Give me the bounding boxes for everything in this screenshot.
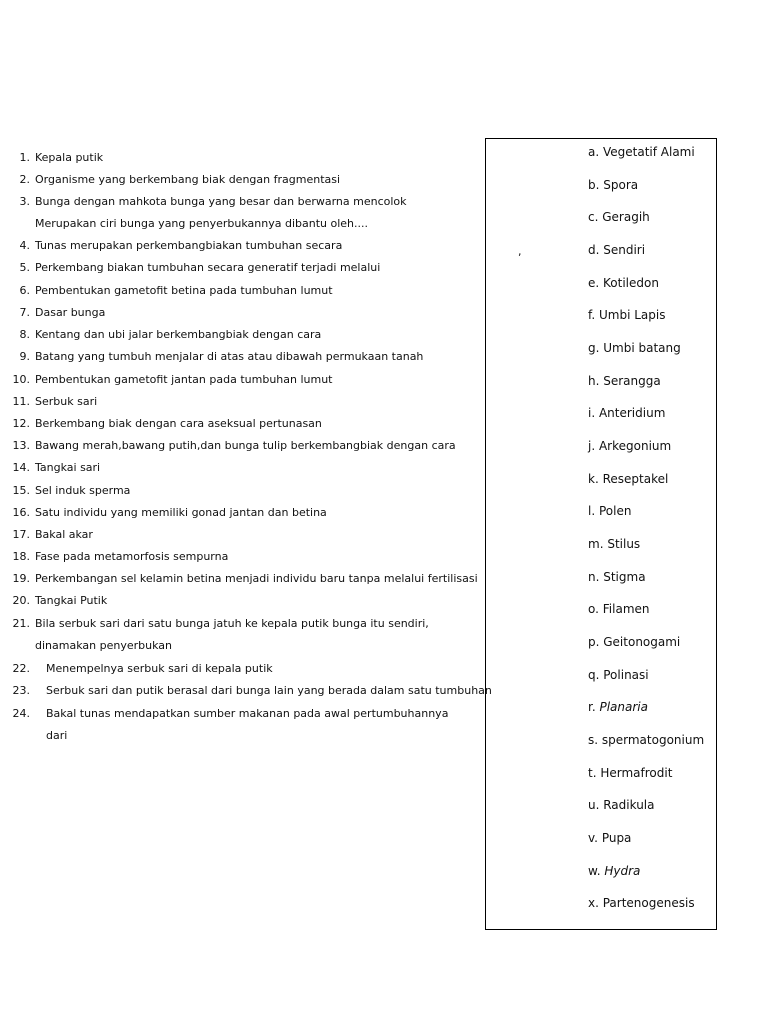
answer-option [588, 830, 631, 846]
answer-letter: f. [588, 308, 599, 322]
question-number: 19. [12, 572, 30, 585]
answer-letter: o. [588, 602, 603, 616]
question-text: Pembentukan gametofit betina pada tumbuhan lumut [35, 284, 333, 297]
answer-option [588, 634, 680, 650]
answer-letter: u. [588, 798, 604, 812]
question-text: Organisme yang berkembang biak dengan fragmentasi [35, 173, 341, 186]
question-number: 6. [19, 284, 30, 297]
answer-letter: k. [588, 472, 603, 486]
question-number: 11. [12, 395, 30, 408]
answer-text: Partenogenesis [602, 896, 695, 910]
answer-letter: n. [588, 570, 604, 584]
answer-option [588, 275, 659, 291]
answer-letter: p. [588, 635, 604, 649]
question-text: Perkembang biakan tumbuhan secara generatif terjadi melalui [35, 261, 381, 274]
answer-letter: q. [588, 668, 604, 682]
answer-option [588, 242, 645, 258]
answer-text: Umbi batang [603, 341, 681, 355]
answer-box [485, 138, 717, 930]
answer-text: Planaria [599, 700, 648, 714]
question-number: 23. [12, 684, 30, 697]
answer-option [588, 536, 640, 552]
answer-option [588, 895, 695, 911]
answer-option [588, 209, 650, 225]
answer-letter: l. [588, 504, 599, 518]
answer-letter: c. [588, 210, 603, 224]
question-text: Menempelnya serbuk sari di kepala putik [46, 662, 273, 675]
answer-option [588, 177, 638, 193]
answer-text: spermatogonium [601, 733, 705, 747]
answer-option [588, 340, 681, 356]
question-text: Bawang merah,bawang putih,dan bunga tulip berkembangbiak dengan cara [35, 439, 456, 452]
answer-letter: x. [588, 896, 603, 910]
question-text: Pembentukan gametofit jantan pada tumbuhan lumut [35, 373, 333, 386]
answer-letter: s. [588, 733, 602, 747]
question-text: Satu individu yang memiliki gonad jantan dan betina [35, 506, 327, 519]
question-number: 24. [12, 707, 30, 720]
answer-letter: e. [588, 276, 604, 290]
answer-option [588, 503, 631, 519]
question-number: 14. [12, 461, 30, 474]
answer-letter: r. [588, 700, 600, 714]
answer-option [588, 667, 649, 683]
question-text: Perkembangan sel kelamin betina menjadi individu baru tanpa melalui fertilisasi [35, 572, 478, 585]
answer-text: Stigma [603, 570, 646, 584]
answer-letter: d. [588, 243, 604, 257]
answer-letter: i. [588, 406, 599, 420]
answer-letter: j. [588, 439, 599, 453]
question-text: Bunga dengan mahkota bunga yang besar dan berwarna mencolok [35, 195, 407, 208]
answer-letter: g. [588, 341, 604, 355]
answer-text: Arkegonium [598, 439, 672, 453]
answer-option [588, 307, 665, 323]
question-text: Tangkai sari [35, 461, 101, 474]
answer-letter: m. [588, 537, 608, 551]
answer-text: Geragih [602, 210, 650, 224]
answer-text: Umbi Lapis [598, 308, 666, 322]
question-number: 2. [19, 173, 30, 186]
answer-text: Radikula [603, 798, 655, 812]
question-text: Serbuk sari [35, 395, 98, 408]
question-text: Bakal akar [35, 528, 93, 541]
question-number: 13. [12, 439, 30, 452]
answer-option [588, 797, 655, 813]
question-text: Berkembang biak dengan cara aseksual pertunasan [35, 417, 322, 430]
answer-text: Filamen [602, 602, 650, 616]
answer-text: Pupa [601, 831, 632, 845]
question-number: 18. [12, 550, 30, 563]
answer-letter: a. [588, 145, 603, 159]
question-number: 12. [12, 417, 30, 430]
answer-option [588, 569, 646, 585]
answer-option [588, 405, 665, 421]
question-number: 3. [19, 195, 30, 208]
answer-text: Spora [603, 178, 639, 192]
question-number: 20. [12, 594, 30, 607]
answer-text: Geitonogami [603, 635, 681, 649]
question-number: 1. [19, 151, 30, 164]
question-text: Merupakan ciri bunga yang penyerbukannya dibantu oleh.... [35, 217, 368, 230]
question-number: 8. [19, 328, 30, 341]
question-number: 17. [12, 528, 30, 541]
question-number: 22. [12, 662, 30, 675]
question-number: 10. [12, 373, 30, 386]
answer-text: Hermafrodit [600, 766, 673, 780]
question-number: 5. [19, 261, 30, 274]
answer-text: Polen [598, 504, 632, 518]
answer-text: Serangga [603, 374, 661, 388]
answer-text: Stilus [607, 537, 641, 551]
answer-text: Sendiri [603, 243, 646, 257]
question-text: Tunas merupakan perkembangbiakan tumbuhan secara [35, 239, 343, 252]
question-text: Tangkai Putik [35, 594, 108, 607]
answer-letter: v. [588, 831, 602, 845]
question-number: 15. [12, 484, 30, 497]
answer-letter: b. [588, 178, 604, 192]
question-text: Kepala putik [35, 151, 104, 164]
answer-text: Reseptakel [602, 472, 669, 486]
question-text: Batang yang tumbuh menjalar di atas atau dibawah permukaan tanah [35, 350, 424, 363]
question-number: 4. [19, 239, 30, 252]
question-text: Dasar bunga [35, 306, 106, 319]
answer-text: Kotiledon [603, 276, 659, 290]
question-text: dinamakan penyerbukan [35, 639, 172, 652]
answer-text: Vegetatif Alami [602, 145, 695, 159]
answer-option [588, 863, 640, 879]
question-text: Serbuk sari dan putik berasal dari bunga lain yang berada dalam satu tumbuhan [46, 684, 492, 697]
question-text: Fase pada metamorfosis sempurna [35, 550, 229, 563]
answer-option [588, 471, 668, 487]
question-text: Bila serbuk sari dari satu bunga jatuh ke kepala putik bunga itu sendiri, [35, 617, 429, 630]
answer-letter: t. [588, 766, 601, 780]
question-number: 21. [12, 617, 30, 630]
answer-letter: w. [588, 864, 605, 878]
question-number: 9. [19, 350, 30, 363]
answer-option [588, 144, 695, 160]
question-text: Bakal tunas mendapatkan sumber makanan pada awal pertumbuhannya [46, 707, 449, 720]
answer-option [588, 699, 648, 715]
question-text: dari [46, 729, 68, 742]
question-number: 7. [19, 306, 30, 319]
question-text: Kentang dan ubi jalar berkembangbiak dengan cara [35, 328, 322, 341]
answer-option [588, 732, 704, 748]
question-number: 16. [12, 506, 30, 519]
stray-mark: , [518, 245, 522, 258]
answer-option [588, 438, 671, 454]
question-text: Sel induk sperma [35, 484, 131, 497]
answer-option [588, 765, 672, 781]
answer-letter: h. [588, 374, 604, 388]
answer-text: Hydra [604, 864, 641, 878]
answer-option [588, 601, 650, 617]
answer-text: Polinasi [603, 668, 649, 682]
answer-option [588, 373, 661, 389]
answer-text: Anteridium [598, 406, 666, 420]
